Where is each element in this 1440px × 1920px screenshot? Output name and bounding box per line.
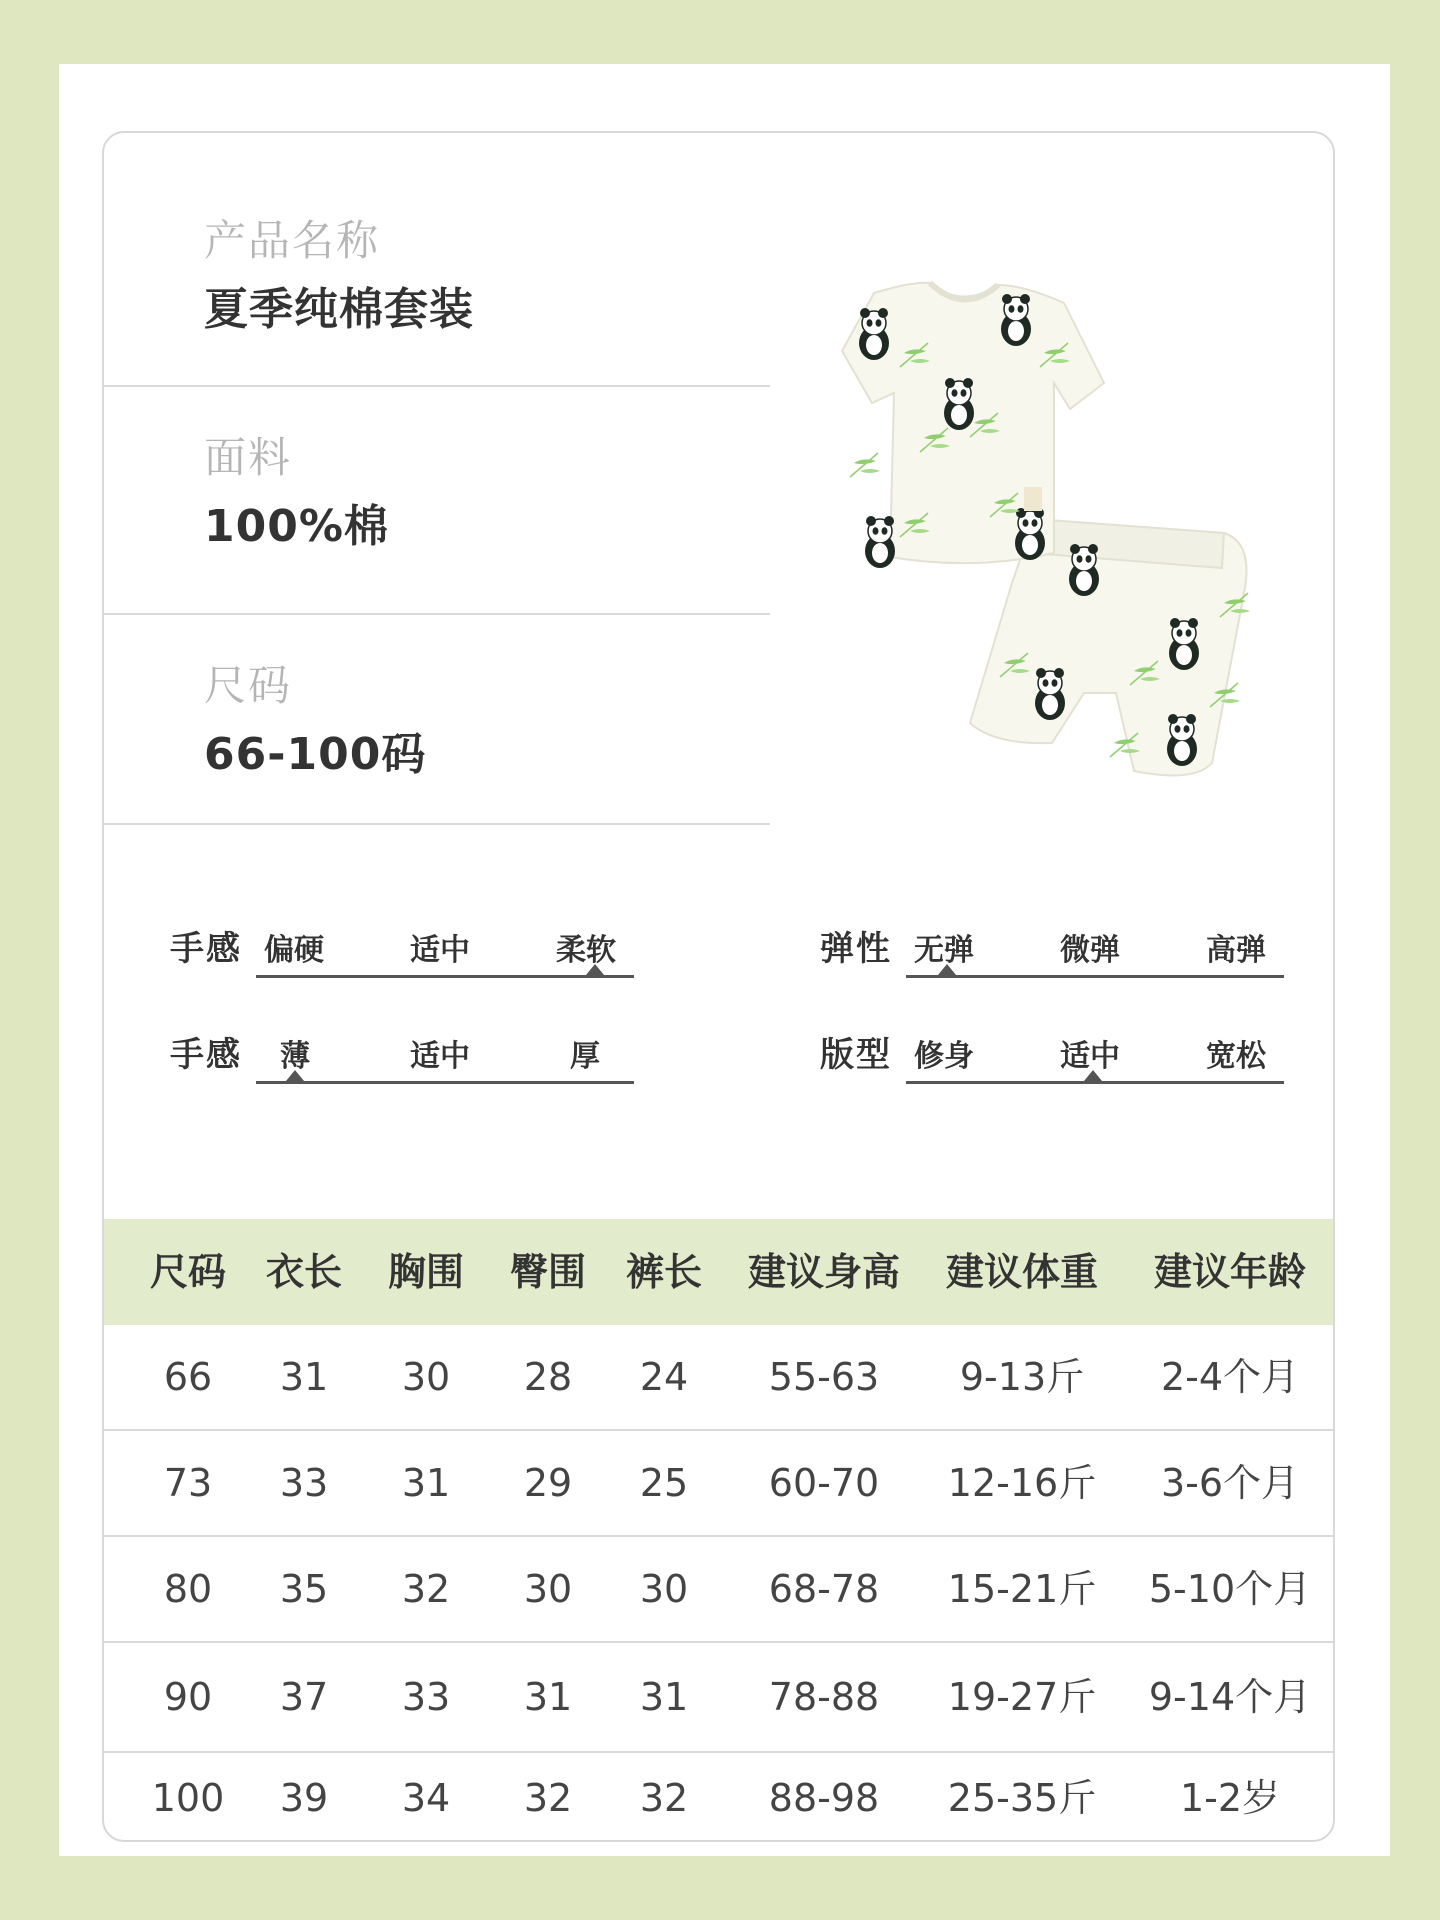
table-cell: 88-98 — [768, 1776, 880, 1820]
size-table — [104, 1219, 1333, 1843]
scale-option: 高弹 — [1206, 933, 1266, 968]
size-value: 66-100码 — [204, 729, 427, 780]
table-cell: 25 — [639, 1461, 689, 1505]
column-header: 建议年龄 — [1153, 1250, 1306, 1294]
table-cell: 30 — [639, 1567, 689, 1611]
fit-scale — [820, 1025, 1284, 1085]
scale-option: 宽松 — [1206, 1039, 1266, 1074]
table-cell: 78-88 — [768, 1675, 880, 1719]
table-cell: 24 — [639, 1355, 689, 1399]
table-cell: 60-70 — [768, 1461, 880, 1505]
table-cell: 66 — [163, 1355, 213, 1399]
table-cell: 90 — [163, 1675, 213, 1719]
fabric-label: 面料 — [204, 433, 293, 482]
scale-option: 适中 — [410, 1039, 470, 1074]
column-header: 裤长 — [625, 1250, 702, 1294]
divider — [104, 823, 770, 825]
table-cell: 5-10个月 — [1148, 1567, 1312, 1611]
size-table-header — [104, 1219, 1333, 1325]
table-cell: 73 — [163, 1461, 213, 1505]
product-info-card — [102, 131, 1335, 1842]
scale-title: 弹性 — [820, 929, 892, 969]
table-cell: 35 — [279, 1567, 329, 1611]
table-cell: 32 — [639, 1776, 689, 1820]
product-name-block — [204, 216, 474, 335]
page — [59, 64, 1390, 1856]
table-cell: 32 — [523, 1776, 573, 1820]
scale-option: 修身 — [914, 1039, 974, 1074]
table-cell: 12-16斤 — [947, 1461, 1097, 1505]
scale-option: 无弹 — [914, 933, 974, 968]
scale-option: 适中 — [410, 933, 470, 968]
scale-option: 薄 — [280, 1039, 310, 1074]
thickness-scale — [170, 1025, 634, 1085]
scale-line — [906, 1081, 1284, 1084]
scale-marker-icon — [286, 1070, 304, 1081]
table-cell: 19-27斤 — [947, 1675, 1097, 1719]
table-cell: 30 — [523, 1567, 573, 1611]
table-cell: 3-6个月 — [1160, 1461, 1300, 1505]
scale-marker-icon — [1084, 1070, 1102, 1081]
fabric-value: 100%棉 — [204, 501, 389, 552]
column-header: 建议体重 — [945, 1250, 1098, 1294]
table-cell: 25-35斤 — [947, 1776, 1097, 1820]
table-cell: 9-13斤 — [959, 1355, 1085, 1399]
table-cell: 31 — [401, 1461, 451, 1505]
table-row — [104, 1643, 1333, 1753]
table-cell: 2-4个月 — [1160, 1355, 1300, 1399]
product-name-label: 产品名称 — [204, 216, 381, 265]
elasticity-scale — [820, 919, 1284, 979]
panda-print-outfit-illustration — [754, 223, 1330, 863]
table-row — [104, 1753, 1333, 1843]
size-label: 尺码 — [204, 661, 293, 710]
fabric-block — [204, 433, 389, 552]
scale-option: 适中 — [1060, 1039, 1120, 1074]
table-cell: 34 — [401, 1776, 451, 1820]
product-name-value: 夏季纯棉套装 — [204, 284, 474, 335]
scale-marker-icon — [586, 964, 604, 975]
table-cell: 29 — [523, 1461, 573, 1505]
table-cell: 15-21斤 — [947, 1567, 1097, 1611]
column-header: 臀围 — [509, 1250, 586, 1294]
column-header: 衣长 — [265, 1250, 342, 1294]
scale-option: 厚 — [570, 1039, 600, 1074]
table-cell: 33 — [401, 1675, 451, 1719]
scale-marker-icon — [938, 964, 956, 975]
column-header: 尺码 — [149, 1250, 226, 1294]
scale-title: 版型 — [820, 1035, 892, 1075]
table-cell: 33 — [279, 1461, 329, 1505]
table-cell: 31 — [639, 1675, 689, 1719]
scale-line — [906, 975, 1284, 978]
table-cell: 30 — [401, 1355, 451, 1399]
table-cell: 9-14个月 — [1148, 1675, 1312, 1719]
table-cell: 39 — [279, 1776, 329, 1820]
size-table-body — [104, 1325, 1333, 1843]
table-cell: 80 — [163, 1567, 213, 1611]
scale-line — [256, 1081, 634, 1084]
table-cell: 55-63 — [768, 1355, 880, 1399]
table-row — [104, 1325, 1333, 1431]
table-cell: 1-2岁 — [1179, 1776, 1281, 1820]
table-row — [104, 1431, 1333, 1537]
scale-title: 手感 — [170, 929, 242, 969]
column-header: 建议身高 — [747, 1250, 900, 1294]
table-cell: 100 — [151, 1776, 225, 1820]
table-cell: 31 — [523, 1675, 573, 1719]
table-cell: 37 — [279, 1675, 329, 1719]
scale-option: 偏硬 — [264, 933, 324, 968]
scale-option: 柔软 — [556, 933, 616, 968]
hand-feel-scale — [170, 919, 634, 979]
divider — [104, 613, 770, 615]
table-cell: 68-78 — [768, 1567, 880, 1611]
table-row — [104, 1537, 1333, 1643]
column-header: 胸围 — [387, 1250, 464, 1294]
scale-option: 微弹 — [1060, 933, 1120, 968]
size-block — [204, 661, 427, 780]
scale-title: 手感 — [170, 1035, 242, 1075]
divider — [104, 385, 770, 387]
table-cell: 32 — [401, 1567, 451, 1611]
table-cell: 31 — [279, 1355, 329, 1399]
table-cell: 28 — [523, 1355, 573, 1399]
scale-line — [256, 975, 634, 978]
